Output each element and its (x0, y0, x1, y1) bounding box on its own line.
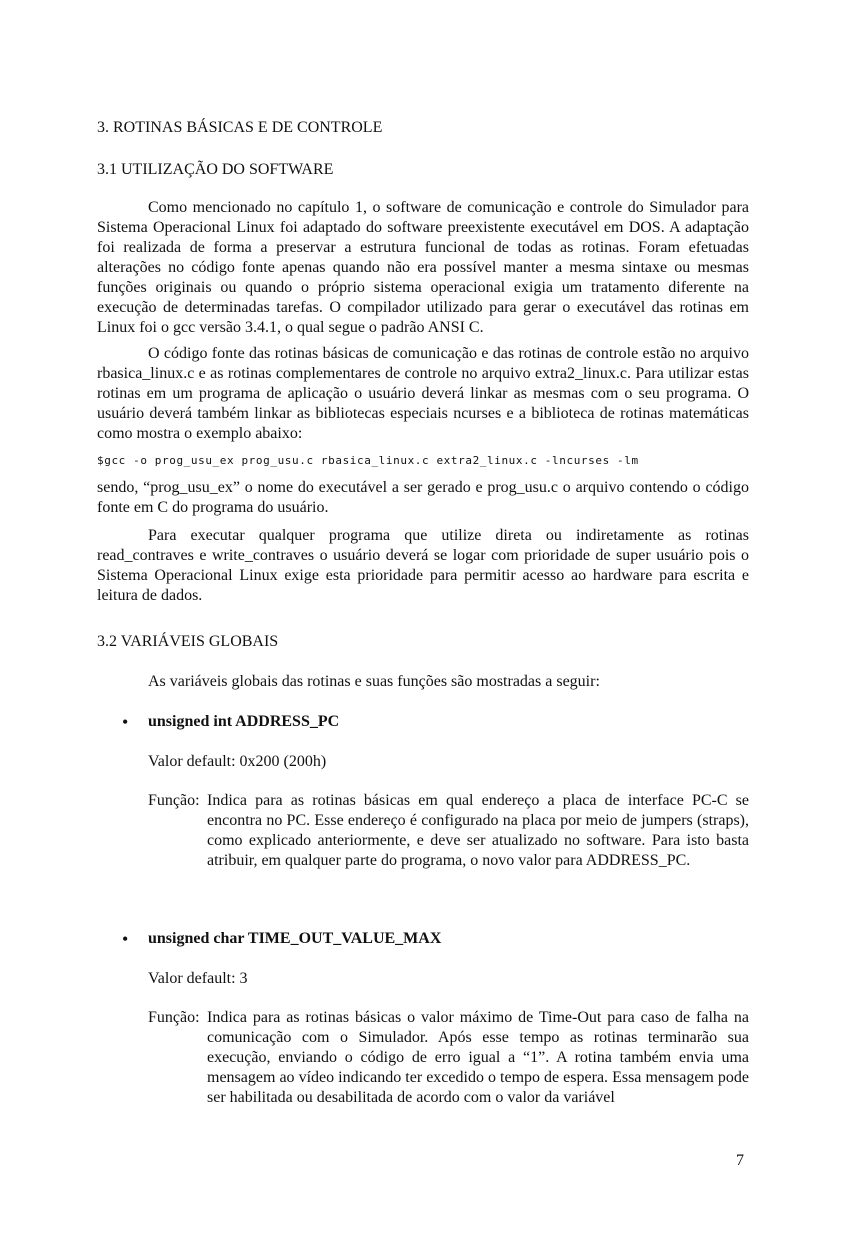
function-label: Função: (148, 1009, 200, 1026)
paragraph-superuser: Para executar qualquer programa que utilize direta ou indiretamente as rotinas read_contraves e write_contraves o usuário deverá se logar com prioridade de super usuário pois o Sistema Operacional Linux exige esta prioridade para permitir acesso ao hardware para escrita e leitura de dados. (97, 527, 749, 604)
function-description-time-out-value-max (148, 1008, 749, 1108)
paragraph-software-intro: Como mencionado no capítulo 1, o software de comunicação e controle do Simulador para Sistema Operacional Linux foi adaptado do software preexistente executável em DOS. A adaptação foi realizada de forma a preservar a estrutura funcional de todas as rotinas. Foram efetuadas alterações no código fonte apenas quando não era possível manter a mesma sintaxe ou mesmas funções originais ou quando o próprio sistema operacional exigia um tratamento diferente na execução de determinadas tarefas. O compilador utilizado para gerar o executável das rotinas em Linux foi o gcc versão 3.4.1, o qual segue o padrão ANSI C. (97, 199, 749, 336)
paragraph-source-files: O código fonte das rotinas básicas de comunicação e das rotinas de controle estão no arquivo rbasica_linux.c e as rotinas complementares de controle no arquivo extra2_linux.c. Para utilizar estas rotinas em um programa de aplicação o usuário deverá linkar as mesmas com o seu programa. O usuário deverá também linkar as bibliotecas especiais ncurses e a biblioteca de rotinas matemáticas como mostra o exemplo abaixo: (97, 345, 749, 442)
paragraph-globals-intro: As variáveis globais das rotinas e suas funções são mostradas a seguir: (148, 673, 600, 690)
function-description-address-pc (148, 791, 749, 871)
function-text: Indica para as rotinas básicas em qual endereço a placa de interface PC-C se encontra no PC. Esse endereço é configurado na placa por meio de jumpers (straps), como explicado anteriormente, e deve ser atualizado no software. Para isto basta atribuir, em qualquer parte do programa, o novo valor para ADDRESS_PC. (207, 792, 749, 869)
subsection-3-1-title: 3.1 UTILIZAÇÃO DO SOFTWARE (97, 161, 334, 178)
section-title: 3. ROTINAS BÁSICAS E DE CONTROLE (97, 119, 383, 136)
bullet-icon: • (122, 712, 129, 732)
function-text: Indica para as rotinas básicas o valor máximo de Time-Out para caso de falha na comunicação com o Simulador. Após esse tempo as rotinas terminarão sua execução, enviando o código de erro igual a “1”. A rotina também envia uma mensagem ao vídeo indicando ter excedido o tempo de espera. Essa mensagem pode ser habilitada ou desabilitada de acordo com o valor da variável (207, 1009, 749, 1106)
function-label: Função: (148, 792, 200, 809)
subsection-3-2-title: 3.2 VARIÁVEIS GLOBAIS (97, 633, 279, 650)
variable-name-address-pc: unsigned int ADDRESS_PC (148, 713, 340, 730)
default-value-address-pc: Valor default: 0x200 (200h) (148, 753, 327, 770)
compile-command: $gcc -o prog_usu_ex prog_usu.c rbasica_linux.c extra2_linux.c -lncurses -lm (97, 454, 639, 467)
variable-name-time-out-value-max: unsigned char TIME_OUT_VALUE_MAX (148, 930, 442, 947)
default-value-time-out-value-max: Valor default: 3 (148, 970, 248, 987)
page-number: 7 (736, 1152, 744, 1169)
bullet-icon: • (122, 929, 129, 949)
paragraph-command-explanation: sendo, “prog_usu_ex” o nome do executável a ser gerado e prog_usu.c o arquivo contendo o código fonte em C do programa do usuário. (97, 479, 749, 516)
